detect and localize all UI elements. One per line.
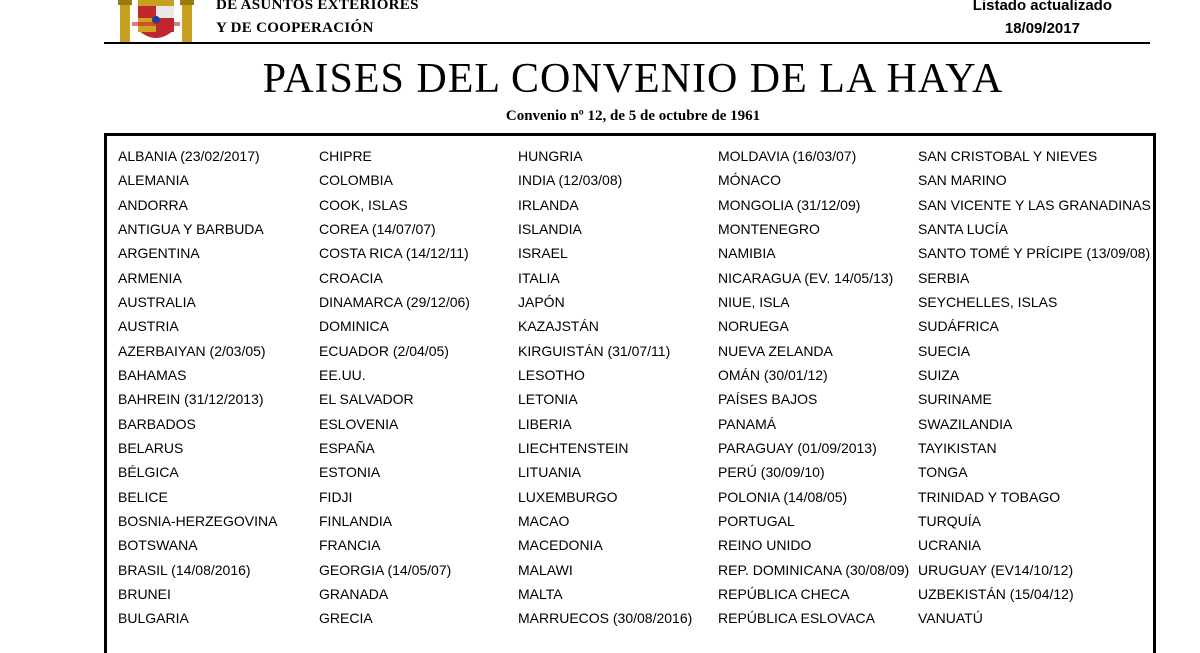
country-item: BOSNIA-HERZEGOVINA <box>118 512 278 529</box>
document-header <box>0 0 1200 44</box>
country-column-4 <box>718 146 909 633</box>
country-item: SAN VICENTE Y LAS GRANADINAS <box>918 196 1151 213</box>
country-item: LUXEMBURGO <box>518 488 618 505</box>
country-item: OMÁN (30/01/12) <box>718 366 828 383</box>
country-item: SWAZILANDIA <box>918 415 1013 432</box>
country-column-2 <box>319 146 470 633</box>
country-item: ESPAÑA <box>319 439 375 456</box>
country-item: ALBANIA (23/02/2017) <box>118 148 260 164</box>
country-item: IRLANDA <box>518 196 579 213</box>
country-item: NAMIBIA <box>718 245 776 262</box>
country-item: TURQUÍA <box>918 512 981 529</box>
ministry-name <box>216 0 419 40</box>
country-item: EL SALVADOR <box>319 391 414 408</box>
country-item: SERBIA <box>918 269 970 286</box>
country-column-1 <box>118 146 277 633</box>
country-item: SUIZA <box>918 366 960 383</box>
country-item: BRUNEI <box>118 585 171 602</box>
country-item: MARRUECOS (30/08/2016) <box>518 610 693 627</box>
country-item: NIUE, ISLA <box>718 293 790 310</box>
coat-of-arms-icon <box>118 0 194 44</box>
country-item: PARAGUAY (01/09/2013) <box>718 439 877 456</box>
country-item: ARMENIA <box>118 269 182 286</box>
country-item: BAHREIN (31/12/2013) <box>118 391 264 408</box>
country-item: CROACIA <box>319 269 383 286</box>
ministry-line-1: DE ASUNTOS EXTERIORES <box>216 0 419 13</box>
page-subtitle: Convenio nº 12, de 5 de octubre de 1961 <box>505 108 761 124</box>
country-item: ISRAEL <box>518 245 568 262</box>
country-item: PANAMÁ <box>718 415 777 432</box>
country-column-3 <box>518 146 692 633</box>
country-item: HUNGRIA <box>518 148 583 164</box>
country-item: EE.UU. <box>319 366 366 383</box>
country-item: INDIA (12/03/08) <box>518 172 623 189</box>
country-item: LETONIA <box>518 391 578 408</box>
country-item: POLONIA (14/08/05) <box>718 488 848 505</box>
country-item: REP. DOMINICANA (30/08/09) <box>718 561 910 578</box>
country-item: AZERBAIYAN (2/03/05) <box>118 342 266 359</box>
country-item: VANUATÚ <box>918 610 983 627</box>
country-item: DOMINICA <box>319 318 389 335</box>
country-item: COSTA RICA (14/12/11) <box>319 245 469 262</box>
country-item: BELARUS <box>118 439 184 456</box>
country-item: REPÚBLICA ESLOVACA <box>718 610 875 627</box>
country-item: TAYIKISTAN <box>918 439 997 456</box>
country-item: BAHAMAS <box>118 366 187 383</box>
country-column-5 <box>918 146 1151 633</box>
country-item: KAZAJSTÁN <box>518 318 599 335</box>
country-item: DINAMARCA (29/12/06) <box>319 293 470 310</box>
country-item: NORUEGA <box>718 318 789 335</box>
country-item: UZBEKISTÁN (15/04/12) <box>918 585 1074 602</box>
country-item: NICARAGUA (EV. 14/05/13) <box>718 269 894 286</box>
country-item: PAÍSES BAJOS <box>718 391 818 408</box>
country-item: GEORGIA (14/05/07) <box>319 561 452 578</box>
ministry-line-2: Y DE COOPERACIÓN <box>216 20 374 36</box>
country-item: ISLANDIA <box>518 220 582 237</box>
country-item: SANTO TOMÉ Y PRÍCIPE (13/09/08) <box>918 245 1151 262</box>
country-item: ESLOVENIA <box>319 415 399 432</box>
country-item: LIECHTENSTEIN <box>518 439 629 456</box>
country-item: JAPÓN <box>518 293 565 310</box>
country-item: BRASIL (14/08/2016) <box>118 561 251 578</box>
country-item: NUEVA ZELANDA <box>718 342 833 359</box>
country-item: SEYCHELLES, ISLAS <box>918 293 1058 310</box>
country-item: ANTIGUA Y BARBUDA <box>118 220 264 237</box>
country-item: PORTUGAL <box>718 512 795 529</box>
country-item: URUGUAY (EV14/10/12) <box>918 561 1074 578</box>
updated-date: 18/09/2017 <box>1004 20 1080 37</box>
country-item: UCRANIA <box>918 537 982 554</box>
country-item: MONGOLIA (31/12/09) <box>718 196 861 213</box>
country-item: GRANADA <box>319 585 389 602</box>
country-item: FINLANDIA <box>319 512 393 529</box>
country-item: SURINAME <box>918 391 992 408</box>
country-item: COOK, ISLAS <box>319 196 408 213</box>
country-item: ITALIA <box>518 269 560 286</box>
country-item: ECUADOR (2/04/05) <box>319 342 449 359</box>
country-item: LIBERIA <box>518 415 572 432</box>
country-item: AUSTRALIA <box>118 293 196 310</box>
country-item: SAN MARINO <box>918 172 1007 189</box>
updated-label: Listado actualizado <box>972 0 1112 14</box>
country-item: BÉLGICA <box>118 464 179 481</box>
country-item: TONGA <box>918 464 968 481</box>
country-item: SUECIA <box>918 342 971 359</box>
country-item: MACAO <box>518 512 570 529</box>
country-item: BULGARIA <box>118 610 189 627</box>
country-item: SUDÁFRICA <box>918 318 999 335</box>
country-item: CHIPRE <box>319 148 372 164</box>
country-item: FRANCIA <box>319 537 381 554</box>
country-item: SANTA LUCÍA <box>918 220 1008 237</box>
country-item: MÓNACO <box>718 172 781 189</box>
update-info <box>973 0 1112 40</box>
country-item: MONTENEGRO <box>718 220 820 237</box>
country-item: SAN CRISTOBAL Y NIEVES <box>918 148 1098 164</box>
country-item: KIRGUISTÁN (31/07/11) <box>518 342 671 359</box>
country-item: REPÚBLICA CHECA <box>718 585 850 602</box>
country-item: REINO UNIDO <box>718 537 812 554</box>
country-item: ANDORRA <box>118 196 189 213</box>
country-item: GRECIA <box>319 610 373 627</box>
country-item: COLOMBIA <box>319 172 393 189</box>
country-item: MALTA <box>518 585 563 602</box>
country-item: LESOTHO <box>518 366 585 383</box>
country-item: MACEDONIA <box>518 537 603 554</box>
country-item: ARGENTINA <box>118 245 200 262</box>
country-item: ALEMANIA <box>118 172 189 189</box>
country-item: MALAWI <box>518 561 573 578</box>
country-item: LITUANIA <box>518 464 582 481</box>
country-item: TRINIDAD Y TOBAGO <box>918 488 1061 505</box>
country-item: AUSTRIA <box>118 318 179 335</box>
country-item: MOLDAVIA (16/03/07) <box>718 148 857 164</box>
country-item: FIDJI <box>319 488 353 505</box>
country-item: BOTSWANA <box>118 537 198 554</box>
country-item: ESTONIA <box>319 464 381 481</box>
page-title: PAISES DEL CONVENIO DE LA HAYA <box>262 56 1004 102</box>
country-item: BELICE <box>118 488 168 505</box>
country-item: COREA (14/07/07) <box>319 220 436 237</box>
country-item: PERÚ (30/09/10) <box>718 464 825 481</box>
country-item: BARBADOS <box>118 415 196 432</box>
header-rule <box>104 42 1150 44</box>
